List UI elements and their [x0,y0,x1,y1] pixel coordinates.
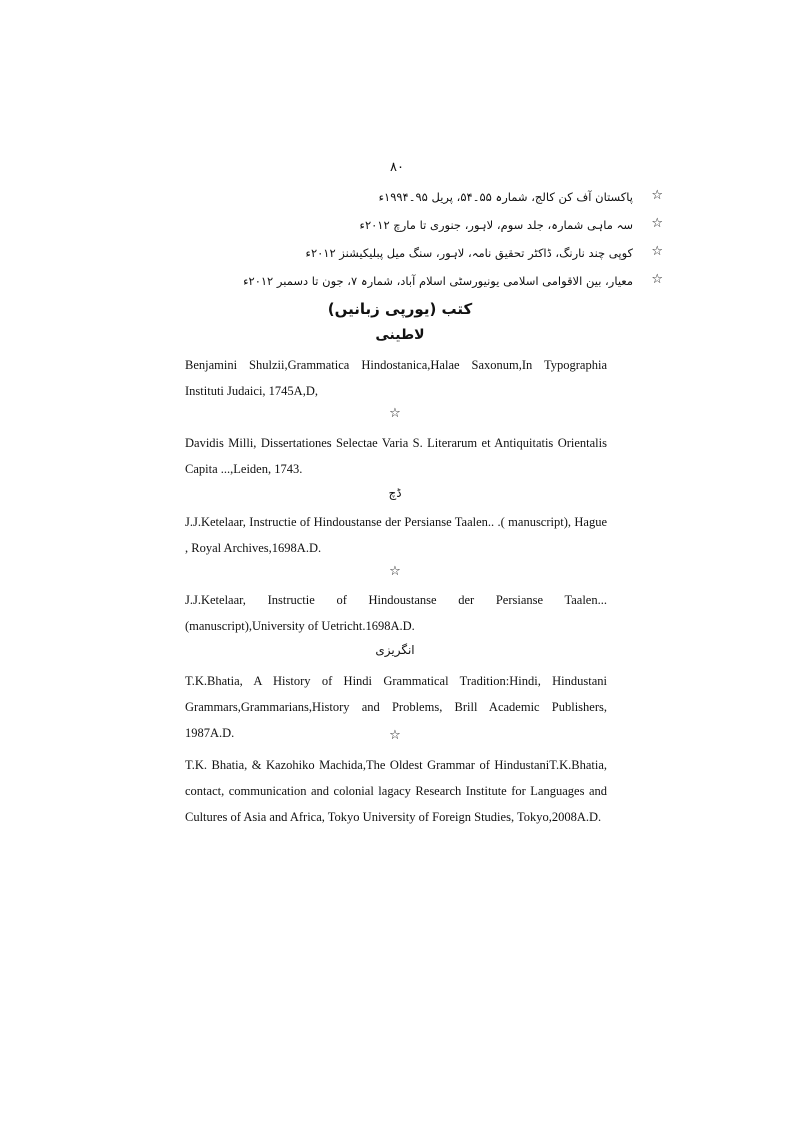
journal-item [243,272,663,288]
star-icon: ☆ [389,564,401,579]
journal-text: پاکستان آف کن کالج، شمارہ ۵۵۔۵۴، پریل ۹۵۔۱۹۹۴ء [378,190,633,204]
journal-text: کوپی چند نارنگ، ڈاکٹر تحقیق نامہ، لاہور، سنگ میل پبلیکیشنز ۲۰۱۲ء [305,246,633,260]
section-heading: کتب (یورپی زبانیں) [327,300,473,318]
page-number: ۸۰ [390,160,404,175]
subsection-heading-latin: لاطینی [375,327,425,343]
bibliography-entry: J.J.Ketelaar, Instructie of Hindoustanse der Persianse Taalen.. .( manuscript), Hague , Royal Archives,1698A.D. [185,515,607,555]
journal-item [305,244,663,260]
star-icon: ☆ [389,406,401,421]
star-icon: ☆ [651,272,663,287]
star-icon: ☆ [651,244,663,259]
bibliography-entry: T.K.Bhatia, A History of Hindi Grammatical Tradition:Hindi, Hindustani Grammars,Grammarians,History and Problems, Brill Academic Publishers, 1987A.D. [185,674,607,740]
subsection-heading-dutch: ڈچ [388,486,402,500]
journal-item [360,188,663,204]
star-icon: ☆ [389,728,401,743]
subsection-heading-english: انگریزی [375,643,415,657]
star-icon: ☆ [651,216,663,231]
journal-text: سہ ماہی شمارہ، جلد سوم، لاہور، جنوری تا مارچ ۲۰۱۲ء [359,218,633,232]
bibliography-entry: Benjamini Shulzii,Grammatica Hindostanica,Halae Saxonum,In Typographia Instituti Judaici, 1745A,D, [185,358,607,398]
bibliography-entry: Davidis Milli, Dissertationes Selectae Varia S. Literarum et Antiquitatis Orientalis Capita ...,Leiden, 1743. [185,436,607,476]
bibliography-entry: J.J.Ketelaar, Instructie of Hindoustanse der Persianse Taalen... (manuscript),University of Uetricht.1698A.D. [185,593,607,633]
bibliography-entry: T.K. Bhatia, & Kazohiko Machida,The Oldest Grammar of HindustaniT.K.Bhatia, contact, communication and colonial lagacy Research Institute for Languages and Cultures of Asia and Africa, Tokyo University of Foreign Studies, Tokyo,2008A.D. [185,758,607,824]
journal-text: معیار، بین الاقوامی اسلامی یونیورسٹی اسلام آباد، شمارہ ۷، جون تا دسمبر ۲۰۱۲ء [243,274,633,288]
star-icon: ☆ [651,188,663,203]
journal-item [359,216,663,232]
